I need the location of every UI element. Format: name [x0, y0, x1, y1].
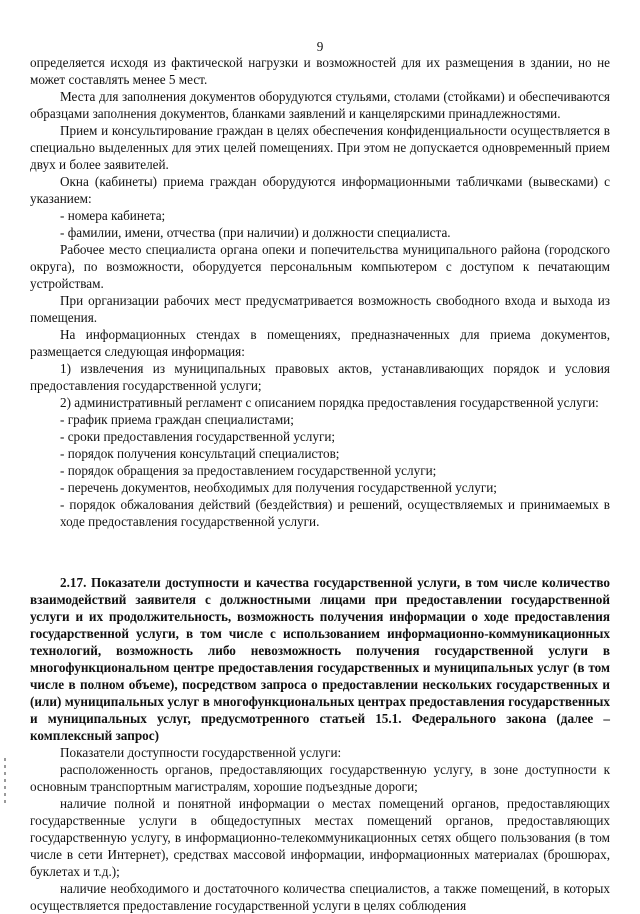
- section-heading: 2.17. Показатели доступности и качества государственной услуги, в том числе количество взаимодействий заявителя с должностными лицами при предоставлении государственной услуги и их продолжительность, возможность получения информации о ходе предоставления государственной услуги, в том числе с использованием информационно-коммуникационных технологий, возможность либо невозможность получения государственной услуги в многофункциональном центре предоставления государственных и муниципальных услуг (в том числе в полном объеме), посредством запроса о предоставлении нескольких государственных и (или) муниципальных услуг в многофункциональных центрах предоставления государственных и муниципальных услуг, предусмотренного статьей 15.1. Федерального закона (далее – комплексный запрос): [30, 575, 610, 744]
- section-spacer: [30, 543, 610, 561]
- list-item: - сроки предоставления государственной услуги;: [60, 429, 336, 444]
- document-body: [30, 54, 610, 914]
- paragraph: наличие полной и понятной информации о местах помещений органов, предоставляющих государственные услуги в общедоступных местах помещений органов, предоставляющих государственную услугу, в информационно-телекоммуникационных сетях общего пользования (в том числе в сети Интернет), средствах массовой информации, информационных материалах (брошюрах, буклетах и т.д.);: [30, 796, 610, 880]
- paragraph: 1) извлечения из муниципальных правовых актов, устанавливающих порядок и условия предоставления государственной услуги;: [30, 361, 610, 393]
- paragraph: Показатели доступности государственной услуги:: [60, 745, 342, 761]
- binding-marks: [4, 758, 7, 818]
- paragraph: расположенность органов, предоставляющих государственную услугу, в зоне доступности к основным транспортным магистралям, хорошие подъездные дороги;: [30, 762, 610, 795]
- paragraph: наличие необходимого и достаточного количества специалистов, а также помещений, в которых осуществляется предоставление государственной услуги в целях соблюдения: [30, 881, 610, 914]
- paragraph: Рабочее место специалиста органа опеки и попечительства муниципального района (городского округа), по возможности, оборудуется персональным компьютером с доступом к печатающим устройствам.: [30, 242, 610, 291]
- paragraph: 2) административный регламент с описанием порядка предоставления государственной услуги:: [60, 395, 599, 410]
- list-item: - график приема граждан специалистами;: [60, 412, 294, 427]
- paragraph: На информационных стендах в помещениях, предназначенных для приема документов, размещается следующая информация:: [30, 327, 610, 359]
- page-number: 9: [316, 39, 324, 54]
- list-item: - порядок обращения за предоставлением государственной услуги;: [60, 463, 437, 478]
- list-item: - фамилии, имени, отчества (при наличии) и должности специалиста.: [60, 225, 451, 240]
- paragraph: Места для заполнения документов оборудуются стульями, столами (стойками) и обеспечиваются образцами заполнения документов, бланками заявлений и канцелярскими принадлежностями.: [30, 89, 610, 121]
- list-item: - перечень документов, необходимых для получения государственной услуги;: [60, 480, 497, 495]
- list-item: - порядок обжалования действий (бездействия) и решений, осуществляемых и принимаемых в ходе предоставления государственной услуги.: [60, 497, 610, 529]
- paragraph: Прием и консультирование граждан в целях обеспечения конфиденциальности осуществляется в специально выделенных для этих целей помещениях. При этом не допускается одновременный прием двух и более заявителей.: [30, 123, 610, 172]
- paragraph: определяется исходя из фактической нагрузки и возможностей для их размещения в здании, но не может составлять менее 5 мест.: [30, 55, 610, 87]
- paragraph: Окна (кабинеты) приема граждан оборудуются информационными табличками (вывесками) с указанием:: [30, 174, 610, 206]
- paragraph: При организации рабочих мест предусматривается возможность свободного входа и выхода из помещения.: [30, 293, 610, 325]
- list-item: - номера кабинета;: [60, 208, 166, 223]
- list-item: - порядок получения консультаций специалистов;: [60, 446, 340, 461]
